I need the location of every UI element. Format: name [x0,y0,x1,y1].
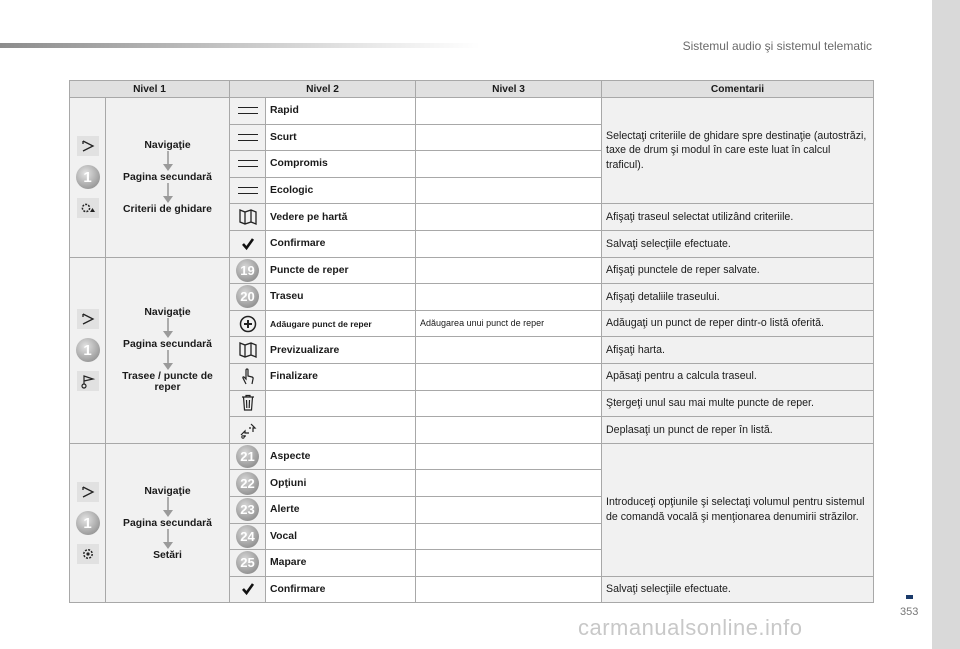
checkmark-icon [234,579,261,599]
level3-cell [416,337,602,364]
level3-cell [416,98,602,125]
level3-cell [416,417,602,444]
option-dash-icon [238,107,258,114]
arrow-down-icon [161,318,175,339]
level2-icon-cell [230,204,266,231]
comment-cell: Selectaţi criteriile de ghidare spre destinaţie (autostrăzi, taxe de drum şi modul în care este luat în calcul traficul). [602,98,874,204]
level2-icon-cell [230,337,266,364]
comment-cell: Deplasaţi un punct de reper în listă. [602,417,874,444]
arrow-down-icon [161,350,175,371]
level2-label: Ecologic [266,177,416,204]
header-gradient-bar [0,43,480,48]
level2-icon-cell [230,496,266,523]
menu-path-item: Setări [153,549,182,561]
map-view-icon [234,207,261,227]
level1-menu-path [106,443,230,603]
comment-cell: Ştergeţi unul sau mai multe puncte de reper. [602,390,874,417]
step-number: 1 [76,165,100,189]
level2-icon-cell [230,151,266,178]
level3-cell [416,550,602,577]
waypoint-flag-icon [77,371,99,391]
level3-cell [416,151,602,178]
option-dash-icon [238,187,258,194]
level3-cell [416,363,602,390]
step-number: 1 [76,511,100,535]
option-dash-icon [238,134,258,141]
level1-icons [70,257,106,443]
level2-icon-cell [230,230,266,257]
add-circle-icon [234,314,261,334]
level2-icon-cell [230,523,266,550]
nav-icon [77,136,99,156]
reference-badge: 22 [236,472,259,495]
level3-cell [416,230,602,257]
reference-badge: 21 [236,445,259,468]
level2-icon-cell [230,310,266,337]
arrow-down-icon [161,529,175,550]
level2-label: Mapare [266,550,416,577]
level2-icon-cell [230,417,266,444]
menu-path-item: Pagina secundară [123,517,212,529]
level2-icon-cell [230,550,266,577]
comment-cell: Salvaţi selecţiile efectuate. [602,230,874,257]
level2-label [266,417,416,444]
level1-menu-path [106,257,230,443]
level1-icons [70,443,106,603]
level2-label: Previzualizare [266,337,416,364]
menu-path-item: Pagina secundară [123,339,212,351]
menu-path-item: Navigaţie [144,307,191,319]
level3-cell [416,257,602,284]
level2-label: Finalizare [266,363,416,390]
header-level-2: Nivel 2 [230,81,416,98]
level2-label: Confirmare [266,576,416,603]
level2-label: Vocal [266,523,416,550]
page-header-title: Sistemul audio şi sistemul telematic [682,39,872,53]
reference-badge: 24 [236,525,259,548]
table-row [70,98,874,125]
arrow-down-icon [161,183,175,204]
menu-path-item: Navigaţie [144,139,191,151]
table-row [70,443,874,470]
comment-cell: Apăsaţi pentru a calcula traseul. [602,363,874,390]
level2-label: Compromis [266,151,416,178]
level2-icon-cell [230,177,266,204]
level2-label [266,390,416,417]
header-level-1: Nivel 1 [70,81,230,98]
reference-badge: 20 [236,285,259,308]
arrow-down-icon [161,497,175,518]
level2-icon-cell [230,284,266,311]
comment-cell: Introduceţi opţiunile şi selectaţi volumul pentru sistemul de comandă vocală şi menţionarea denumirii străzilor. [602,443,874,576]
navigation-settings-table [69,80,874,603]
level2-icon-cell [230,443,266,470]
reference-badge: 19 [236,259,259,282]
level2-label: Aspecte [266,443,416,470]
header-level-3: Nivel 3 [416,81,602,98]
level2-label: Adăugare punct de reper [266,310,416,337]
arrow-down-icon [161,151,175,172]
option-dash-icon [238,160,258,167]
level2-icon-cell [230,363,266,390]
menu-path-item: Trasee / puncte de reper [122,371,213,394]
level3-cell [416,390,602,417]
level2-icon-cell [230,470,266,497]
reference-badge: 23 [236,498,259,521]
table-header-row [70,81,874,98]
side-strip [932,0,960,649]
level2-label: Puncte de reper [266,257,416,284]
level2-icon-cell [230,576,266,603]
checkmark-icon [234,234,261,254]
level2-icon-cell [230,98,266,125]
comment-cell: Afişaţi traseul selectat utilizând criteriile. [602,204,874,231]
level1-menu-path [106,98,230,258]
step-number: 1 [76,338,100,362]
nav-icon [77,309,99,329]
table-row [70,257,874,284]
level2-label: Opţiuni [266,470,416,497]
level1-icons [70,98,106,258]
reference-badge: 25 [236,551,259,574]
trash-icon [234,393,261,413]
level2-label: Scurt [266,124,416,151]
level2-icon-cell [230,124,266,151]
comment-cell: Adăugaţi un punct de reper dintr-o listă oferită. [602,310,874,337]
nav-icon [77,482,99,502]
header-comments: Comentarii [602,81,874,98]
comment-cell: Afişaţi punctele de reper salvate. [602,257,874,284]
level3-cell [416,204,602,231]
move-icon [234,420,261,440]
route-settings-icon [77,198,99,218]
level2-label: Confirmare [266,230,416,257]
comment-cell: Afişaţi detaliile traseului. [602,284,874,311]
level3-cell [416,496,602,523]
level3-cell [416,124,602,151]
level3-cell [416,523,602,550]
page-number: 353 [900,606,919,618]
page-marker [906,595,913,599]
level3-cell: Adăugarea unui punct de reper [416,310,602,337]
level3-cell [416,284,602,311]
gear-icon [77,544,99,564]
level2-label: Rapid [266,98,416,125]
menu-path-item: Navigaţie [144,485,191,497]
level2-label: Alerte [266,496,416,523]
level3-cell [416,576,602,603]
level2-icon-cell [230,257,266,284]
menu-path-item: Criterii de ghidare [123,203,212,215]
touch-icon [234,367,261,387]
level3-cell [416,177,602,204]
map-view-icon [234,340,261,360]
table-body [70,98,874,603]
level3-cell [416,443,602,470]
level2-label: Traseu [266,284,416,311]
level3-cell [416,470,602,497]
comment-cell: Salvaţi selecţiile efectuate. [602,576,874,603]
level2-icon-cell [230,390,266,417]
comment-cell: Afişaţi harta. [602,337,874,364]
menu-path-item: Pagina secundară [123,171,212,183]
level2-label: Vedere pe hartă [266,204,416,231]
watermark: carmanualsonline.info [578,615,803,640]
